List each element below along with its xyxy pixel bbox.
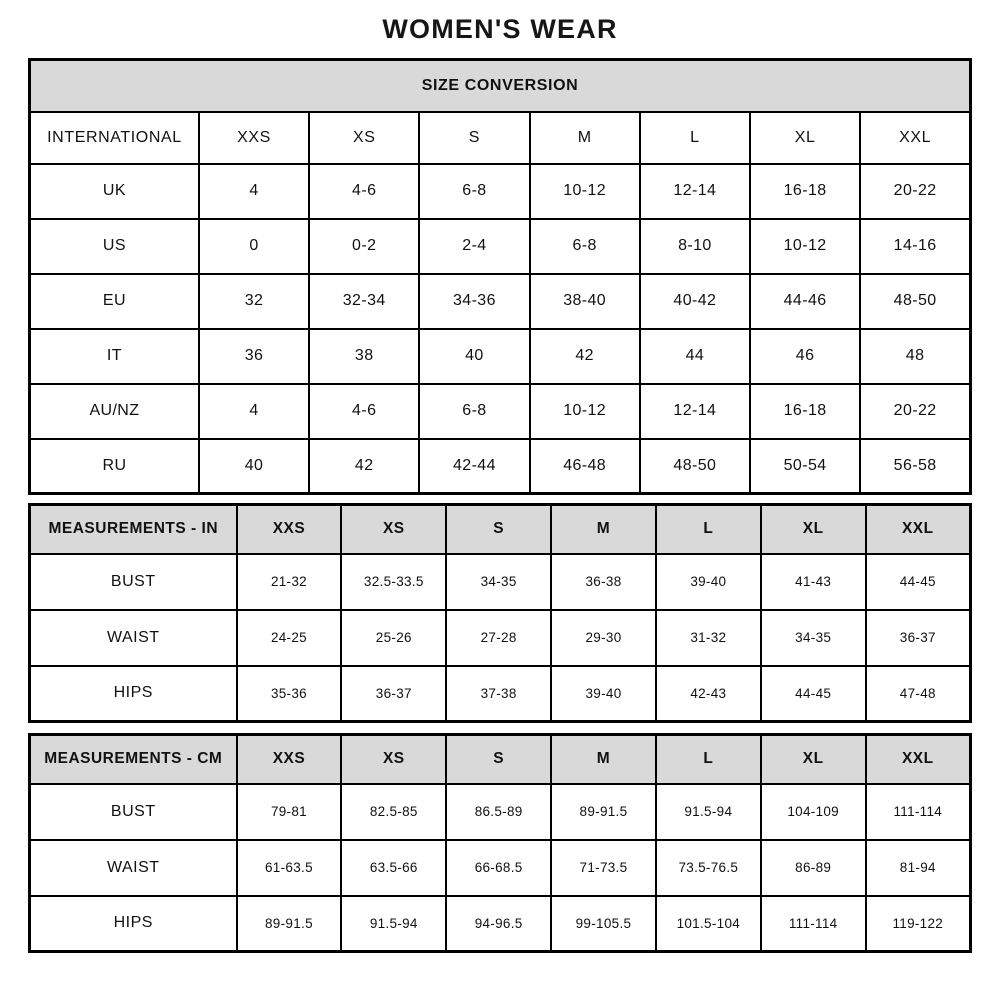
value-cell: 111-114 [761,896,866,952]
value-cell: 8-10 [640,219,750,274]
size-conversion-table [28,58,972,495]
value-cell: 37-38 [446,666,551,722]
value-cell: 32 [199,274,309,329]
value-cell: 38-40 [530,274,640,329]
table-row [30,840,971,896]
table-row [30,784,971,840]
value-cell: 48-50 [860,274,970,329]
value-cell: 79-81 [237,784,342,840]
column-header: XXL [866,735,971,784]
column-header: XXL [860,112,970,164]
column-header: XXS [237,505,342,554]
value-cell: 89-91.5 [237,896,342,952]
value-cell: 119-122 [866,896,971,952]
table-header-row [30,112,971,164]
value-cell: 6-8 [530,219,640,274]
value-cell: 16-18 [750,384,860,439]
value-cell: 61-63.5 [237,840,342,896]
value-cell: 24-25 [237,610,342,666]
value-cell: 99-105.5 [551,896,656,952]
value-cell: 25-26 [341,610,446,666]
column-header: L [656,505,761,554]
value-cell: 41-43 [761,554,866,610]
value-cell: 39-40 [656,554,761,610]
value-cell: 42-44 [419,439,529,494]
value-cell: 82.5-85 [341,784,446,840]
table-row [30,384,971,439]
measurements-in-table [28,503,972,723]
value-cell: 101.5-104 [656,896,761,952]
value-cell: 73.5-76.5 [656,840,761,896]
column-header: XS [341,505,446,554]
value-cell: 47-48 [866,666,971,722]
table-row [30,439,971,494]
value-cell: 0 [199,219,309,274]
value-cell: 10-12 [750,219,860,274]
table-row [30,610,971,666]
value-cell: 10-12 [530,164,640,219]
value-cell: 48 [860,329,970,384]
table-header-row [30,505,971,554]
value-cell: 40-42 [640,274,750,329]
value-cell: 40 [419,329,529,384]
row-label: WAIST [30,610,237,666]
value-cell: 104-109 [761,784,866,840]
value-cell: 36-38 [551,554,656,610]
header-label: MEASUREMENTS - CM [30,735,237,784]
header-label: MEASUREMENTS - IN [30,505,237,554]
row-label: WAIST [30,840,237,896]
value-cell: 36-37 [866,610,971,666]
value-cell: 12-14 [640,164,750,219]
table-row [30,896,971,952]
column-header: XS [341,735,446,784]
row-label: BUST [30,554,237,610]
row-label: IT [30,329,199,384]
column-header: XXS [237,735,342,784]
value-cell: 20-22 [860,164,970,219]
value-cell: 16-18 [750,164,860,219]
table-row [30,666,971,722]
column-header: M [530,112,640,164]
measurements-cm-table [28,733,972,953]
value-cell: 34-35 [446,554,551,610]
value-cell: 56-58 [860,439,970,494]
column-header: L [656,735,761,784]
value-cell: 12-14 [640,384,750,439]
column-header: XL [750,112,860,164]
row-label: RU [30,439,199,494]
table-row [30,219,971,274]
value-cell: 71-73.5 [551,840,656,896]
table-row [30,274,971,329]
value-cell: 46-48 [530,439,640,494]
value-cell: 39-40 [551,666,656,722]
value-cell: 4 [199,164,309,219]
header-label: INTERNATIONAL [30,112,199,164]
table-caption-row [30,60,971,112]
value-cell: 2-4 [419,219,529,274]
value-cell: 42 [309,439,419,494]
value-cell: 44 [640,329,750,384]
row-label: HIPS [30,896,237,952]
value-cell: 86-89 [761,840,866,896]
value-cell: 34-36 [419,274,529,329]
value-cell: 40 [199,439,309,494]
page-title: WOMEN'S WEAR [382,14,618,44]
row-label: UK [30,164,199,219]
value-cell: 36-37 [341,666,446,722]
value-cell: 29-30 [551,610,656,666]
column-header: S [446,505,551,554]
table-row [30,164,971,219]
value-cell: 4-6 [309,164,419,219]
value-cell: 14-16 [860,219,970,274]
row-label: US [30,219,199,274]
value-cell: 66-68.5 [446,840,551,896]
row-label: EU [30,274,199,329]
value-cell: 31-32 [656,610,761,666]
value-cell: 32.5-33.5 [341,554,446,610]
column-header: XXL [866,505,971,554]
value-cell: 46 [750,329,860,384]
row-label: AU/NZ [30,384,199,439]
value-cell: 44-45 [761,666,866,722]
column-header: XL [761,505,866,554]
value-cell: 86.5-89 [446,784,551,840]
value-cell: 81-94 [866,840,971,896]
column-header: L [640,112,750,164]
table-row [30,554,971,610]
column-header: XS [309,112,419,164]
table-caption: SIZE CONVERSION [30,60,971,112]
value-cell: 48-50 [640,439,750,494]
column-header: M [551,505,656,554]
value-cell: 35-36 [237,666,342,722]
value-cell: 44-46 [750,274,860,329]
column-header: S [419,112,529,164]
value-cell: 4-6 [309,384,419,439]
value-cell: 111-114 [866,784,971,840]
column-header: S [446,735,551,784]
value-cell: 50-54 [750,439,860,494]
value-cell: 42 [530,329,640,384]
value-cell: 42-43 [656,666,761,722]
value-cell: 89-91.5 [551,784,656,840]
value-cell: 32-34 [309,274,419,329]
value-cell: 38 [309,329,419,384]
value-cell: 94-96.5 [446,896,551,952]
row-label: BUST [30,784,237,840]
value-cell: 36 [199,329,309,384]
value-cell: 0-2 [309,219,419,274]
value-cell: 44-45 [866,554,971,610]
value-cell: 91.5-94 [341,896,446,952]
value-cell: 10-12 [530,384,640,439]
column-header: M [551,735,656,784]
value-cell: 91.5-94 [656,784,761,840]
column-header: XL [761,735,866,784]
row-label: HIPS [30,666,237,722]
value-cell: 34-35 [761,610,866,666]
table-row [30,329,971,384]
value-cell: 4 [199,384,309,439]
value-cell: 63.5-66 [341,840,446,896]
value-cell: 21-32 [237,554,342,610]
value-cell: 6-8 [419,384,529,439]
value-cell: 20-22 [860,384,970,439]
value-cell: 6-8 [419,164,529,219]
column-header: XXS [199,112,309,164]
value-cell: 27-28 [446,610,551,666]
table-header-row [30,735,971,784]
